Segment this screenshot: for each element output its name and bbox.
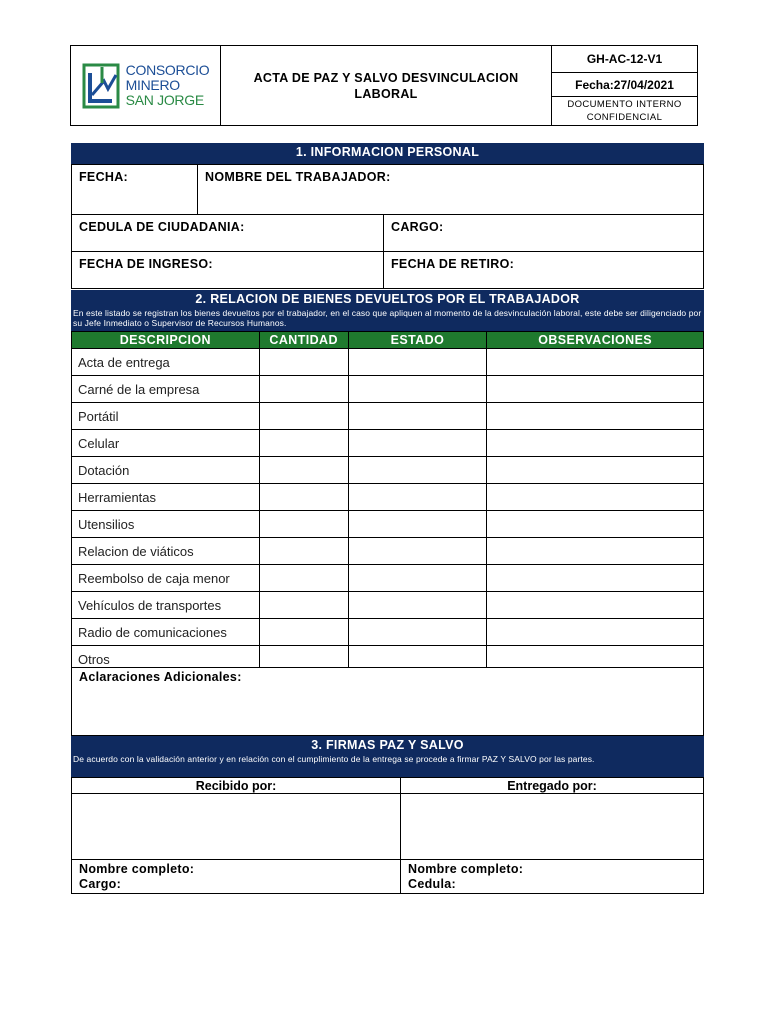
item-observaciones-cell[interactable] xyxy=(487,484,704,511)
item-observaciones-cell[interactable] xyxy=(487,403,704,430)
items-table xyxy=(71,331,704,673)
item-observaciones-cell[interactable] xyxy=(487,376,704,403)
recibido-label: Recibido por: xyxy=(195,779,277,793)
company-logo xyxy=(82,61,210,111)
nombre-trabajador-label: NOMBRE DEL TRABAJADOR: xyxy=(205,170,391,184)
section3-header xyxy=(71,736,704,777)
item-descripcion: Dotación xyxy=(72,457,260,484)
table-row xyxy=(72,511,704,538)
entregado-signature-area[interactable] xyxy=(400,793,704,860)
item-descripcion: Relacion de viáticos xyxy=(72,538,260,565)
cargo-field[interactable] xyxy=(383,214,704,252)
item-descripcion: Utensilios xyxy=(72,511,260,538)
col-estado: ESTADO xyxy=(348,332,487,349)
entregado-nombre-label: Nombre completo: xyxy=(408,862,524,876)
company-logo-icon xyxy=(82,61,122,111)
item-cantidad-cell[interactable] xyxy=(259,592,348,619)
fecha-field[interactable] xyxy=(71,164,198,215)
recibido-nombre-label: Nombre completo: xyxy=(79,862,195,876)
item-observaciones-cell[interactable] xyxy=(487,619,704,646)
item-descripcion: Carné de la empresa xyxy=(72,376,260,403)
item-observaciones-cell[interactable] xyxy=(487,511,704,538)
fecha-ingreso-label: FECHA DE INGRESO: xyxy=(79,257,213,271)
table-row xyxy=(72,430,704,457)
section3-description: De acuerdo con la validación anterior y en relación con el cumplimiento de la entrega se procede a firmar PAZ Y SALVO por las partes. xyxy=(73,754,595,764)
item-estado-cell[interactable] xyxy=(348,484,487,511)
logo-line2: MINERO xyxy=(125,77,180,93)
section1-header xyxy=(71,143,704,164)
cedula-field[interactable] xyxy=(71,214,384,252)
logo-line3: SAN JORGE xyxy=(125,92,204,108)
table-row xyxy=(72,619,704,646)
item-cantidad-cell[interactable] xyxy=(259,349,348,376)
item-estado-cell[interactable] xyxy=(348,349,487,376)
document-title: ACTA DE PAZ Y SALVO DESVINCULACION LABORAL xyxy=(221,46,552,125)
item-cantidad-cell[interactable] xyxy=(259,538,348,565)
item-observaciones-cell[interactable] xyxy=(487,538,704,565)
item-descripcion: Radio de comunicaciones xyxy=(72,619,260,646)
logo-line1: CONSORCIO xyxy=(125,62,210,78)
item-descripcion: Otros xyxy=(72,646,260,673)
aclaraciones-label: Aclaraciones Adicionales: xyxy=(79,670,242,684)
item-observaciones-cell[interactable] xyxy=(487,565,704,592)
fecha-label: FECHA: xyxy=(79,170,129,184)
document-date: Fecha:27/04/2021 xyxy=(552,73,697,97)
recibido-details[interactable] xyxy=(71,859,401,894)
fecha-retiro-label: FECHA DE RETIRO: xyxy=(391,257,515,271)
table-row xyxy=(72,484,704,511)
table-row xyxy=(72,457,704,484)
item-cantidad-cell[interactable] xyxy=(259,403,348,430)
item-observaciones-cell[interactable] xyxy=(487,349,704,376)
item-estado-cell[interactable] xyxy=(348,511,487,538)
item-descripcion: Celular xyxy=(72,430,260,457)
item-descripcion: Acta de entrega xyxy=(72,349,260,376)
table-row xyxy=(72,349,704,376)
item-observaciones-cell[interactable] xyxy=(487,457,704,484)
fecha-retiro-field[interactable] xyxy=(383,251,704,289)
aclaraciones-field[interactable] xyxy=(71,667,704,736)
item-estado-cell[interactable] xyxy=(348,403,487,430)
section2-title: 2. RELACION DE BIENES DEVUELTOS POR EL TRABAJADOR xyxy=(195,292,580,306)
item-cantidad-cell[interactable] xyxy=(259,511,348,538)
item-observaciones-cell[interactable] xyxy=(487,592,704,619)
item-descripcion: Herramientas xyxy=(72,484,260,511)
table-row xyxy=(72,565,704,592)
table-row xyxy=(72,538,704,565)
section3-title: 3. FIRMAS PAZ Y SALVO xyxy=(311,738,464,752)
entregado-header xyxy=(400,777,704,794)
item-cantidad-cell[interactable] xyxy=(259,565,348,592)
section1-title: 1. INFORMACION PERSONAL xyxy=(295,145,480,159)
table-row xyxy=(72,592,704,619)
col-cantidad: CANTIDAD xyxy=(259,332,348,349)
item-cantidad-cell[interactable] xyxy=(259,484,348,511)
item-descripcion: Portátil xyxy=(72,403,260,430)
table-row xyxy=(72,403,704,430)
item-cantidad-cell[interactable] xyxy=(259,430,348,457)
cedula-label: CEDULA DE CIUDADANIA: xyxy=(79,220,245,234)
nombre-trabajador-field[interactable] xyxy=(197,164,704,215)
item-estado-cell[interactable] xyxy=(348,376,487,403)
cargo-label: CARGO: xyxy=(391,220,444,234)
table-row xyxy=(72,376,704,403)
item-descripcion: Reembolso de caja menor xyxy=(72,565,260,592)
item-estado-cell[interactable] xyxy=(348,619,487,646)
entregado-details[interactable] xyxy=(400,859,704,894)
document-header xyxy=(70,45,698,126)
recibido-header xyxy=(71,777,401,794)
item-cantidad-cell[interactable] xyxy=(259,457,348,484)
recibido-cargo-label: Cargo: xyxy=(79,877,122,891)
section2-header xyxy=(71,290,704,331)
col-observaciones: OBSERVACIONES xyxy=(487,332,704,349)
document-meta xyxy=(552,46,697,125)
logo-cell xyxy=(71,46,221,125)
document-code: GH-AC-12-V1 xyxy=(552,46,697,73)
col-descripcion: DESCRIPCION xyxy=(72,332,260,349)
item-cantidad-cell[interactable] xyxy=(259,619,348,646)
item-estado-cell[interactable] xyxy=(348,538,487,565)
item-cantidad-cell[interactable] xyxy=(259,376,348,403)
items-table-header xyxy=(72,332,704,349)
item-descripcion: Vehículos de transportes xyxy=(72,592,260,619)
item-estado-cell[interactable] xyxy=(348,592,487,619)
recibido-signature-area[interactable] xyxy=(71,793,401,860)
entregado-label: Entregado por: xyxy=(507,779,597,793)
item-estado-cell[interactable] xyxy=(348,430,487,457)
item-estado-cell[interactable] xyxy=(348,565,487,592)
section2-description: En este listado se registran los bienes devueltos por el trabajador, en el caso que apliquen al momento de la desvinculación laboral, este debe ser diligenciado por su Jefe Inmediato o Supervisor de Recursos Humanos. xyxy=(73,308,702,328)
confidential-label: DOCUMENTO INTERNO CONFIDENCIAL xyxy=(567,99,682,123)
entregado-cedula-label: Cedula: xyxy=(408,877,456,891)
item-observaciones-cell[interactable] xyxy=(487,430,704,457)
item-estado-cell[interactable] xyxy=(348,457,487,484)
fecha-ingreso-field[interactable] xyxy=(71,251,384,289)
